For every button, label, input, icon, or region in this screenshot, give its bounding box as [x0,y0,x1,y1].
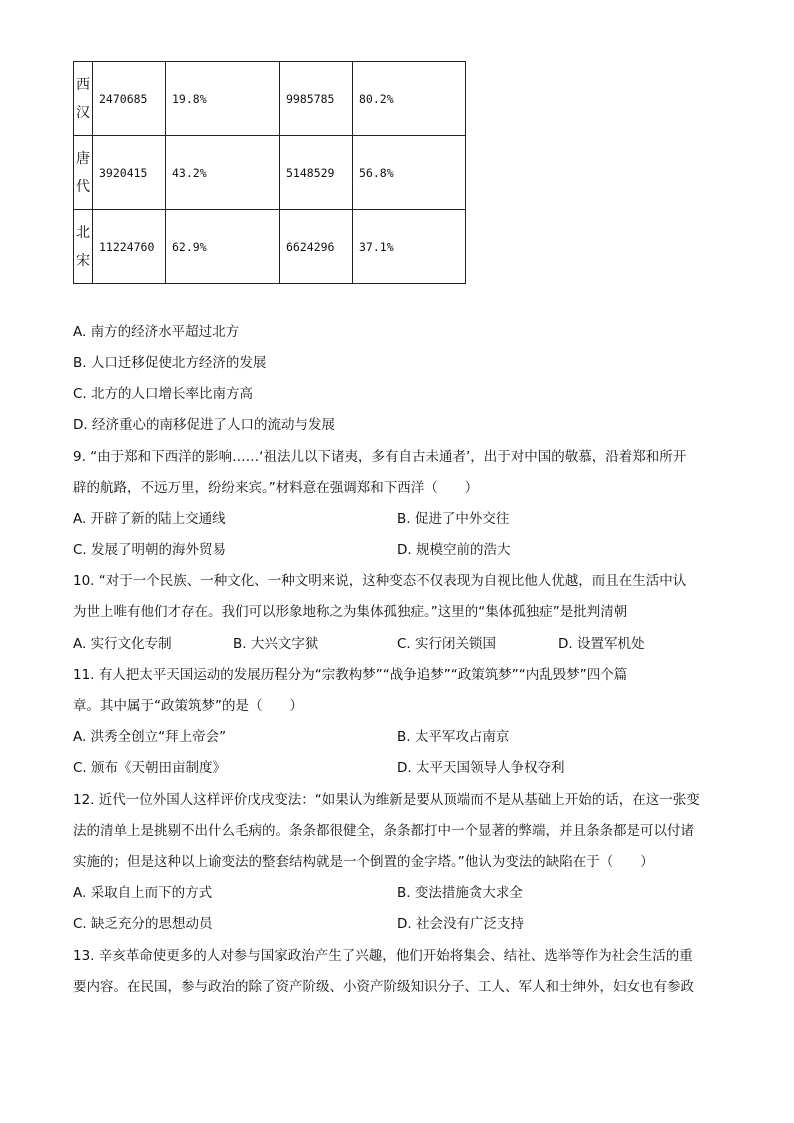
q10-stem-line2: 为世上唯有他们才存在。我们可以形象地称之为集体孤独症。”这里的“集体孤独症”是批判清朝 [73,604,628,620]
north-population-cell: 3920415 [93,136,166,210]
q12-stem-line1: 12. 近代一位外国人这样评价戊戌变法：“如果认为维新是要从顶端而不是从基础上开始的话，在这一张变 [73,792,700,808]
q12-option-d: D. 社会没有广泛支持 [397,916,524,932]
q9-stem-line2: 辟的航路，不远万里，纷纷来宾。”材料意在强调郑和下西洋（ ） [73,480,479,496]
q12-stem-line3: 实施的；但是这种以上谕变法的整套结构就是一个倒置的金字塔。”他认为变法的缺陷在于（ ） [73,854,654,870]
dynasty-cell: 北 宋 [74,210,93,284]
dynasty-cell: 唐 代 [74,136,93,210]
q10-option-d: D. 设置军机处 [558,636,645,652]
q12-stem-line2: 法的清单上是挑剔不出什么毛病的。条条都很健全，条条都打中一个显著的弊端，并且条条都是可以付诸 [73,823,694,839]
north-percent-cell: 19.8% [166,62,280,136]
q13-stem-line1: 13. 辛亥革命使更多的人对参与国家政治产生了兴趣，他们开始将集会、结社、选举等作为社会生活的重 [73,948,693,964]
south-percent-cell: 56.8% [353,136,466,210]
south-percent-cell: 80.2% [353,62,466,136]
q8-option-a: A. 南方的经济水平超过北方 [73,324,240,340]
q9-option-c: C. 发展了明朝的海外贸易 [73,542,227,558]
q9-option-a: A. 开辟了新的陆上交通线 [73,511,226,527]
south-population-cell: 9985785 [280,62,353,136]
q10-stem-line1: 10. “对于一个民族、一种文化、一种文明来说，这种变态不仅表现为自视比他人优越，而且在生活中认 [73,573,687,589]
q8-option-d: D. 经济重心的南移促进了人口的流动与发展 [73,417,335,433]
population-table [73,61,466,284]
south-percent-cell: 37.1% [353,210,466,284]
north-percent-cell: 43.2% [166,136,280,210]
q12-option-c: C. 缺乏充分的思想动员 [73,916,213,932]
dynasty-cell: 西 汉 [74,62,93,136]
north-population-cell: 11224760 [93,210,166,284]
q11-stem-line1: 11. 有人把太平天国运动的发展历程分为“宗教构梦”“战争追梦”“政策筑梦”“内乱毁梦”四个篇 [73,667,628,683]
q11-option-a: A. 洪秀全创立“拜上帝会” [73,729,227,745]
table-row [74,210,466,284]
q12-option-b: B. 变法措施贪大求全 [397,885,523,901]
q10-option-b: B. 大兴文字狱 [233,636,319,652]
north-population-cell: 2470685 [93,62,166,136]
q11-option-c: C. 颁布《天朝田亩制度》 [73,760,227,776]
q12-option-a: A. 采取自上而下的方式 [73,885,213,901]
q9-option-b: B. 促进了中外交往 [397,511,510,527]
q8-option-c: C. 北方的人口增长率比南方高 [73,386,254,402]
q11-stem-line2: 章。其中属于“政策筑梦”的是（ ） [73,698,303,714]
south-population-cell: 5148529 [280,136,353,210]
south-population-cell: 6624296 [280,210,353,284]
q8-option-b: B. 人口迁移促使北方经济的发展 [73,355,267,371]
table-row [74,136,466,210]
table-row [74,62,466,136]
q10-option-a: A. 实行文化专制 [73,636,172,652]
q11-option-b: B. 太平军攻占南京 [397,729,510,745]
q9-option-d: D. 规模空前的浩大 [397,542,511,558]
q9-stem-line1: 9. “由于郑和下西洋的影响……‘祖法儿以下诸夷，多有自古未通者’，出于对中国的敬慕，沿着郑和所开 [73,449,687,465]
q10-option-c: C. 实行闭关锁国 [397,636,497,652]
q13-stem-line2: 要内容。在民国，参与政治的除了资产阶级、小资产阶级知识分子、工人、军人和士绅外，妇女也有参政 [73,979,694,995]
north-percent-cell: 62.9% [166,210,280,284]
q11-option-d: D. 太平天国领导人争权夺利 [397,760,565,776]
